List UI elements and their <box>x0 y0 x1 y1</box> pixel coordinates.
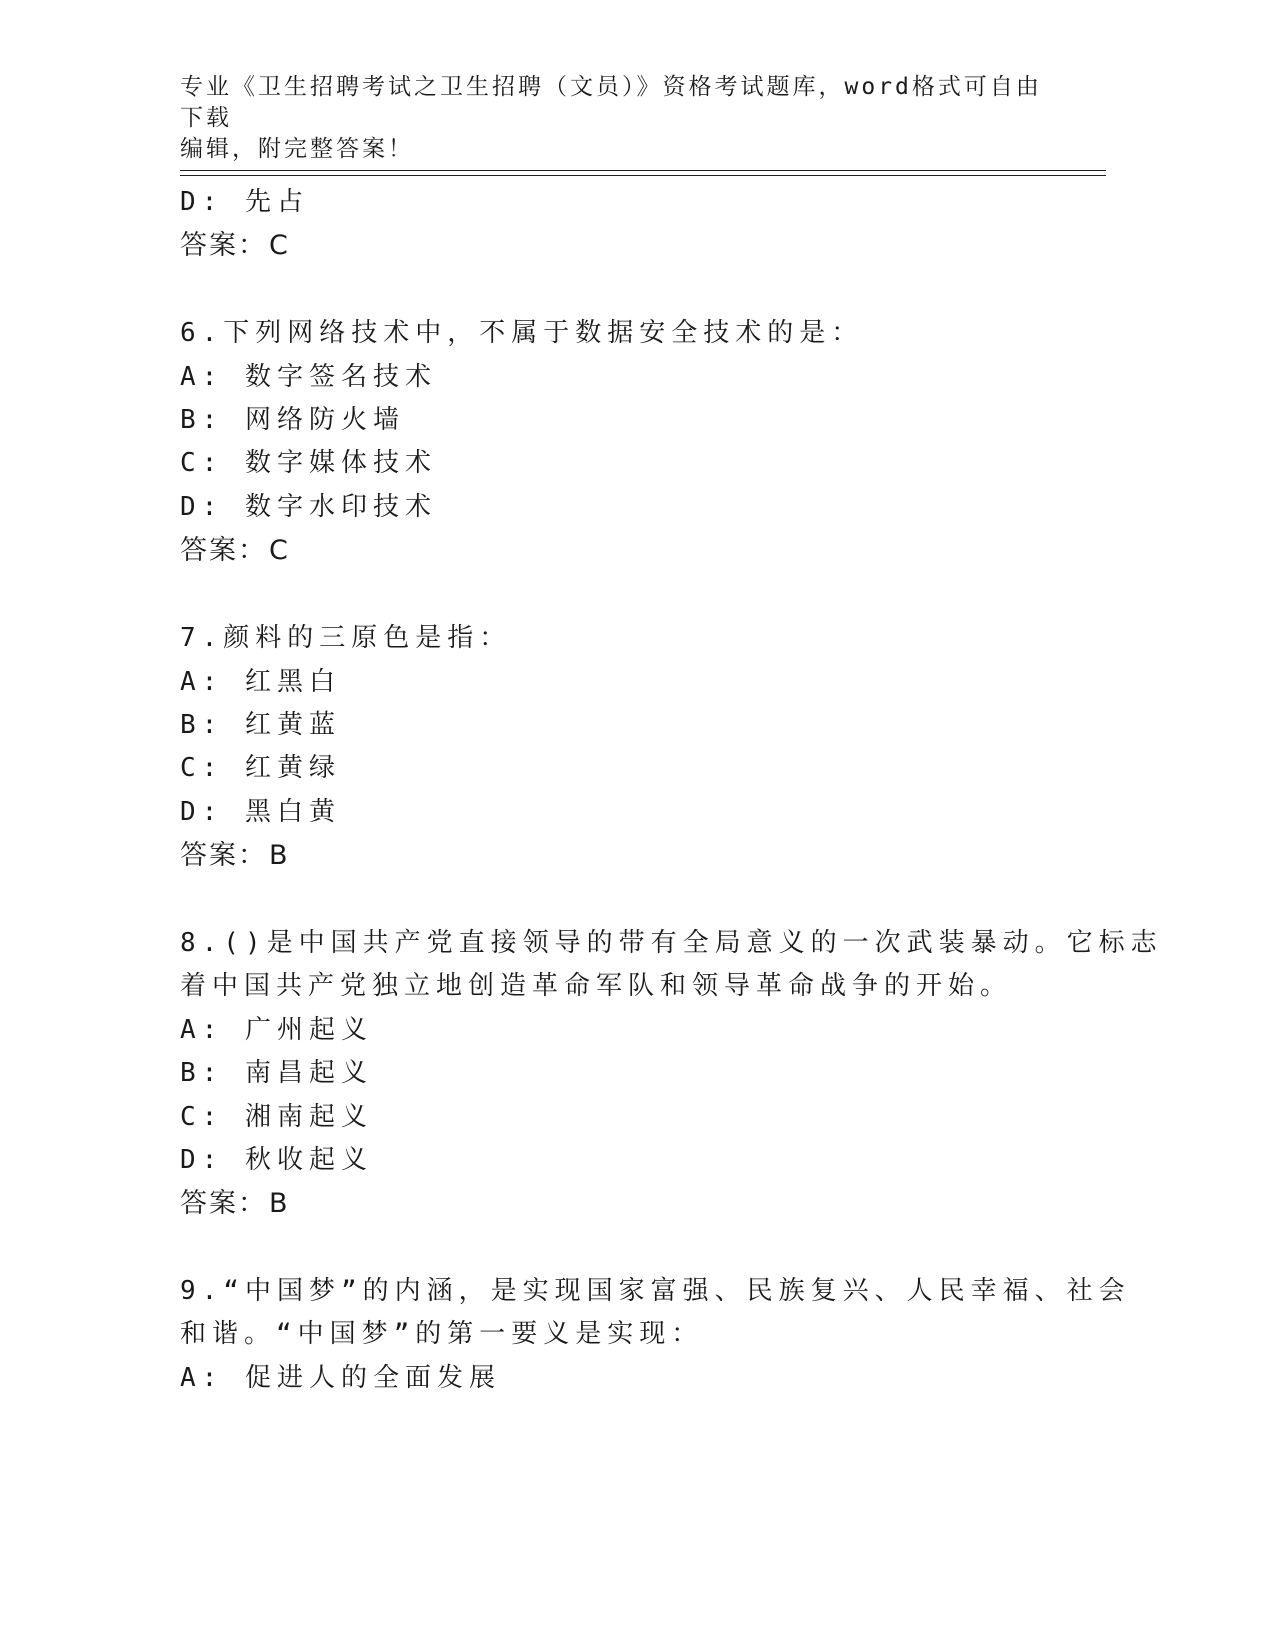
answer-label: 答案： <box>180 535 267 566</box>
prev-option-d: D: 先占 <box>180 187 309 217</box>
question-6-option-c: C: 数字媒体技术 <box>180 448 437 478</box>
question-7-option-b: B: 红黄蓝 <box>180 710 341 740</box>
question-6-answer <box>180 535 288 567</box>
question-6-stem: 6.下列网络技术中，不属于数据安全技术的是： <box>180 318 864 348</box>
answer-value: B <box>269 1188 288 1219</box>
question-6-option-a: A: 数字签名技术 <box>180 362 437 392</box>
answer-value: C <box>269 535 288 566</box>
header-line-1: 专业《卫生招聘考试之卫生招聘（文员）》资格考试题库，word格式可自由下载 <box>180 74 1042 131</box>
question-6-option-b: B: 网络防火墙 <box>180 405 405 435</box>
question-6-option-d: D: 数字水印技术 <box>180 492 437 522</box>
question-8-stem-line-1: 8.()是中国共产党直接领导的带有全局意义的一次武装暴动。它标志 <box>180 928 1163 958</box>
question-8-option-d: D: 秋收起义 <box>180 1145 373 1175</box>
header-line-2: 编辑，附完整答案！ <box>180 136 414 162</box>
question-7-option-a: A: 红黑白 <box>180 667 341 697</box>
question-8-answer <box>180 1188 288 1220</box>
question-7-option-d: D: 黑白黄 <box>180 797 341 827</box>
question-7-option-c: C: 红黄绿 <box>180 753 341 783</box>
question-7-answer <box>180 840 288 872</box>
answer-label: 答案： <box>180 230 267 261</box>
document-header <box>180 72 1060 165</box>
question-9-stem-line-2: 和谐。“中国梦”的第一要义是实现： <box>180 1319 704 1349</box>
answer-label: 答案： <box>180 840 267 871</box>
question-8-option-a: A: 广州起义 <box>180 1015 373 1045</box>
header-divider-bottom <box>180 175 1106 176</box>
answer-value: C <box>269 230 288 261</box>
question-8-stem-line-2: 着中国共产党独立地创造革命军队和领导革命战争的开始。 <box>180 971 1013 1001</box>
answer-label: 答案： <box>180 1188 267 1219</box>
prev-answer <box>180 230 288 262</box>
question-7-stem: 7.颜料的三原色是指： <box>180 623 512 653</box>
question-9-option-a: A: 促进人的全面发展 <box>180 1363 501 1393</box>
question-9-stem-line-1: 9.“中国梦”的内涵，是实现国家富强、民族复兴、人民幸福、社会 <box>180 1276 1131 1306</box>
question-8-option-c: C: 湘南起义 <box>180 1102 373 1132</box>
header-divider-top <box>180 170 1106 171</box>
question-8-option-b: B: 南昌起义 <box>180 1058 373 1088</box>
answer-value: B <box>269 840 288 871</box>
